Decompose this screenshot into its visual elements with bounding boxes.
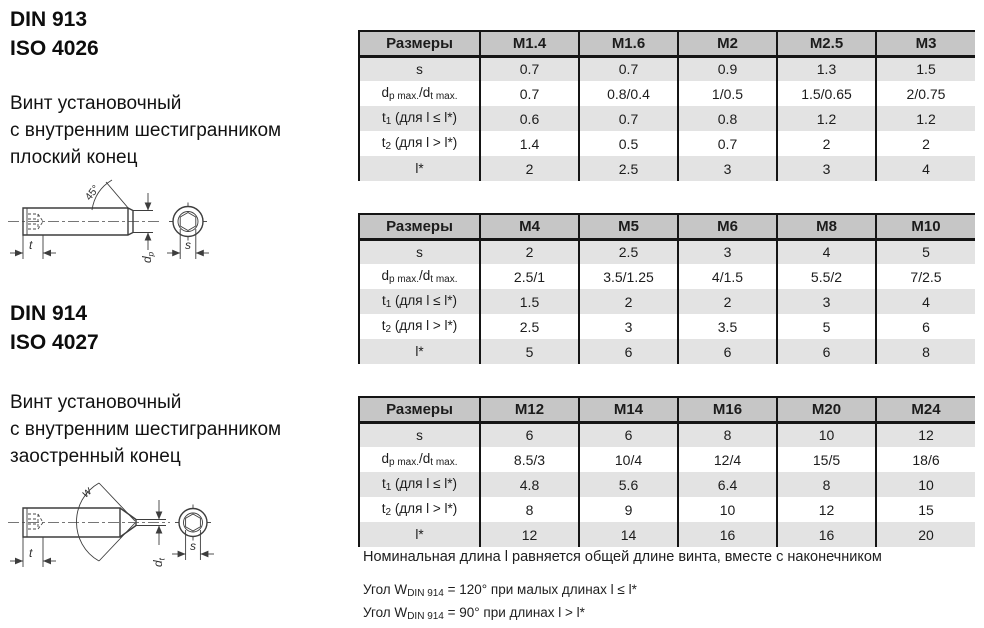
value-cell: 0.8 [678, 106, 777, 131]
value-cell: 2 [678, 289, 777, 314]
value-cell: 3 [777, 289, 876, 314]
table-corner-header: Размеры [359, 31, 480, 56]
value-cell: 0.9 [678, 56, 777, 81]
value-cell: 8 [678, 422, 777, 447]
row-label: s [359, 56, 480, 81]
value-cell: 5.6 [579, 472, 678, 497]
size-table-m1.4-m3 [358, 30, 978, 181]
size-column-header: M10 [876, 214, 975, 239]
table-header-row [359, 214, 975, 239]
s-dimension [167, 229, 209, 259]
size-column-header: M6 [678, 214, 777, 239]
end-view [169, 203, 207, 241]
table-header-row [359, 397, 975, 422]
size-column-header: M12 [480, 397, 579, 422]
value-cell: 4/1.5 [678, 264, 777, 289]
row-label: $t_2$ (для l > l*) [359, 131, 480, 156]
table-row [359, 447, 975, 472]
value-cell: 2 [876, 131, 975, 156]
row-label: $t_1$ (для l ≤ l*) [359, 106, 480, 131]
hex-socket-end-view [186, 514, 201, 531]
din-number: DIN 913 [10, 8, 88, 31]
row-label: $d_{p max.}/d_{t max.}$ [359, 264, 480, 289]
value-cell: 1.3 [777, 56, 876, 81]
value-cell: 1.5 [876, 56, 975, 81]
value-cell: 12 [777, 497, 876, 522]
t-dimension [10, 235, 56, 259]
angle-note-120: Угол $W_{DIN 914} = 120^\circ$ при малых длинах l ≤ l* [363, 582, 637, 599]
din-number: DIN 914 [10, 302, 88, 325]
hex-socket-end-view [180, 213, 196, 231]
value-cell: 4.8 [480, 472, 579, 497]
table-row [359, 522, 975, 547]
value-cell: 4 [876, 289, 975, 314]
value-cell: 8.5/3 [480, 447, 579, 472]
value-cell: 0.7 [579, 56, 678, 81]
value-cell: 10 [678, 497, 777, 522]
standard-heading-din914 [10, 299, 99, 357]
table-row [359, 131, 975, 156]
dp-dimension [133, 193, 156, 263]
size-table-m4-m10 [358, 213, 978, 364]
row-label: s [359, 239, 480, 264]
value-cell: 6 [579, 422, 678, 447]
size-column-header: M2 [678, 31, 777, 56]
value-cell: 1.5 [480, 289, 579, 314]
table-row [359, 239, 975, 264]
table-header-row [359, 31, 975, 56]
row-label: s [359, 422, 480, 447]
description-din913 [10, 90, 281, 171]
value-cell: 12 [876, 422, 975, 447]
table-corner-header: Размеры [359, 397, 480, 422]
value-cell: 10/4 [579, 447, 678, 472]
value-cell: 3 [678, 239, 777, 264]
iso-number: ISO 4026 [10, 37, 99, 60]
size-column-header: M1.4 [480, 31, 579, 56]
table-row [359, 339, 975, 364]
table-row [359, 314, 975, 339]
size-column-header: M4 [480, 214, 579, 239]
nominal-length-note: Номинальная длина l равняется общей длине винта, вместе с наконечником [363, 549, 882, 565]
value-cell: 2 [480, 156, 579, 181]
value-cell: 0.8/0.4 [579, 81, 678, 106]
value-cell: 5 [876, 239, 975, 264]
value-cell: 2.5 [579, 156, 678, 181]
size-table-m12-m24 [358, 396, 978, 547]
value-cell: 1.5/0.65 [777, 81, 876, 106]
row-label: $t_2$ (для l > l*) [359, 314, 480, 339]
description-line: с внутренним шестигранником [10, 419, 282, 440]
dimension-label-dt: $d_t$ [151, 558, 167, 567]
row-label: $t_1$ (для l ≤ l*) [359, 472, 480, 497]
value-cell: 2.5 [579, 239, 678, 264]
value-cell: 3.5 [678, 314, 777, 339]
table-row [359, 106, 975, 131]
row-label: $d_{p max.}/d_{t max.}$ [359, 81, 480, 106]
value-cell: 0.5 [579, 131, 678, 156]
table-corner-header: Размеры [359, 214, 480, 239]
value-cell: 0.7 [678, 131, 777, 156]
value-cell: 20 [876, 522, 975, 547]
standard-heading-din913 [10, 5, 99, 63]
description-line: Винт установочный [10, 93, 182, 114]
din913-technical-drawing [2, 169, 237, 281]
value-cell: 12/4 [678, 447, 777, 472]
value-cell: 15/5 [777, 447, 876, 472]
angle-note-90: Угол $W_{DIN 914} = 90^\circ$ при длинах l > l* [363, 605, 585, 622]
value-cell: 2.5/1 [480, 264, 579, 289]
value-cell: 2 [777, 131, 876, 156]
value-cell: 8 [777, 472, 876, 497]
table-row [359, 156, 975, 181]
value-cell: 4 [777, 239, 876, 264]
value-cell: 15 [876, 497, 975, 522]
size-column-header: M1.6 [579, 31, 678, 56]
value-cell: 6 [579, 339, 678, 364]
dimension-table [358, 213, 975, 364]
dimension-label-s: s [190, 539, 196, 553]
size-column-header: M14 [579, 397, 678, 422]
value-cell: 5.5/2 [777, 264, 876, 289]
dimension-label-t: t [29, 238, 33, 252]
value-cell: 6 [777, 339, 876, 364]
table-row [359, 472, 975, 497]
value-cell: 2/0.75 [876, 81, 975, 106]
chamfer-angle-label: 45° [82, 182, 103, 203]
row-label: l* [359, 156, 480, 181]
value-cell: 8 [480, 497, 579, 522]
value-cell: 0.7 [480, 56, 579, 81]
value-cell: 0.7 [480, 81, 579, 106]
dimension-label-dp: $d_p$ [140, 251, 156, 263]
description-line: Винт установочный [10, 392, 182, 413]
table-row [359, 497, 975, 522]
row-label: l* [359, 339, 480, 364]
value-cell: 2.5 [480, 314, 579, 339]
table-row [359, 289, 975, 314]
value-cell: 8 [876, 339, 975, 364]
value-cell: 2 [579, 289, 678, 314]
hex-socket-hidden-lines [28, 514, 43, 529]
value-cell: 7/2.5 [876, 264, 975, 289]
table-row [359, 264, 975, 289]
size-column-header: M5 [579, 214, 678, 239]
value-cell: 5 [480, 339, 579, 364]
row-label: $t_2$ (для l > l*) [359, 497, 480, 522]
value-cell: 12 [480, 522, 579, 547]
value-cell: 2 [480, 239, 579, 264]
size-column-header: M3 [876, 31, 975, 56]
dimension-table [358, 396, 975, 547]
value-cell: 14 [579, 522, 678, 547]
description-line: плоский конец [10, 147, 138, 168]
value-cell: 5 [777, 314, 876, 339]
value-cell: 1/0.5 [678, 81, 777, 106]
size-column-header: M16 [678, 397, 777, 422]
value-cell: 3 [579, 314, 678, 339]
value-cell: 3.5/1.25 [579, 264, 678, 289]
size-column-header: M24 [876, 397, 975, 422]
value-cell: 10 [777, 422, 876, 447]
cone-angle-callout [77, 483, 136, 561]
table-row [359, 422, 975, 447]
value-cell: 6 [678, 339, 777, 364]
value-cell: 16 [678, 522, 777, 547]
value-cell: 0.7 [579, 106, 678, 131]
table-row [359, 81, 975, 106]
value-cell: 1.4 [480, 131, 579, 156]
value-cell: 1.2 [777, 106, 876, 131]
value-cell: 1.2 [876, 106, 975, 131]
value-cell: 18/6 [876, 447, 975, 472]
value-cell: 6 [480, 422, 579, 447]
size-column-header: M8 [777, 214, 876, 239]
end-view [175, 505, 211, 541]
value-cell: 3 [777, 156, 876, 181]
value-cell: 16 [777, 522, 876, 547]
row-label: l* [359, 522, 480, 547]
value-cell: 6.4 [678, 472, 777, 497]
t-dimension [10, 537, 56, 567]
value-cell: 6 [876, 314, 975, 339]
value-cell: 3 [678, 156, 777, 181]
value-cell: 4 [876, 156, 975, 181]
value-cell: 0.6 [480, 106, 579, 131]
dt-dimension [136, 500, 167, 567]
description-din914 [10, 389, 281, 470]
table-row [359, 56, 975, 81]
description-line: с внутренним шестигранником [10, 120, 282, 141]
dimension-label-t: t [29, 546, 33, 560]
description-line: заостренный конец [10, 446, 181, 467]
row-label: $t_1$ (для l ≤ l*) [359, 289, 480, 314]
value-cell: 10 [876, 472, 975, 497]
size-column-header: M2.5 [777, 31, 876, 56]
dimension-table [358, 30, 975, 181]
value-cell: 9 [579, 497, 678, 522]
size-column-header: M20 [777, 397, 876, 422]
dimension-label-s: s [185, 238, 191, 252]
s-dimension [172, 530, 214, 560]
din914-technical-drawing [2, 464, 247, 589]
iso-number: ISO 4027 [10, 331, 99, 354]
cone-angle-label: w [78, 483, 95, 501]
row-label: $d_{p max.}/d_{t max.}$ [359, 447, 480, 472]
